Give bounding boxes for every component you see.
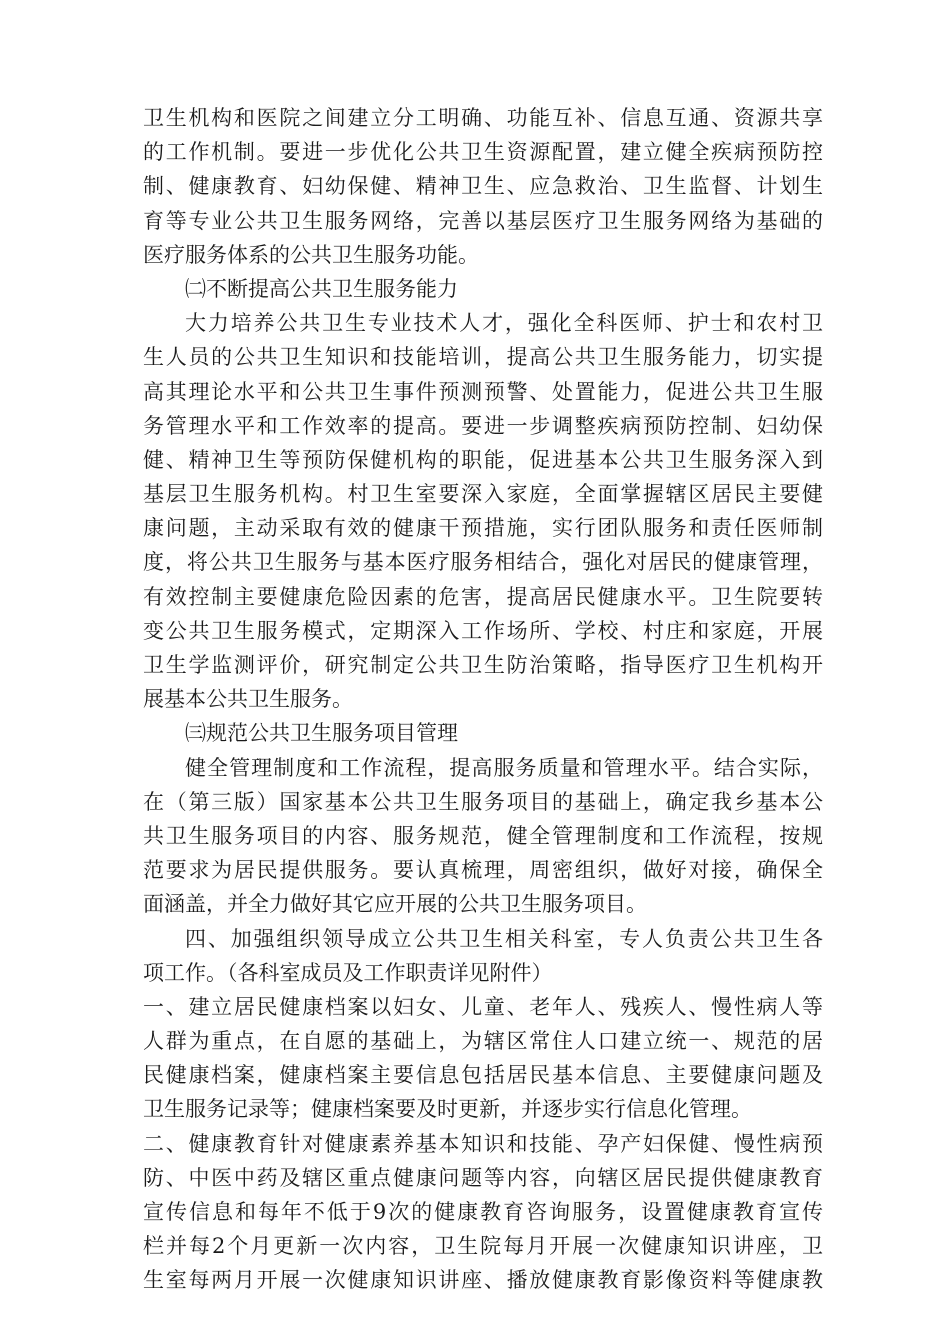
text-line: 有效控制主要健康危险因素的危害，提高居民健康水平。卫生院要转 (143, 584, 823, 609)
document-page (143, 101, 823, 1298)
text-line: 共卫生服务项目的内容、服务规范，健全管理制度和工作流程，按规 (143, 823, 823, 848)
text-line: 民健康档案，健康档案主要信息包括居民基本信息、主要健康问题及 (143, 1063, 823, 1088)
section-heading: ㈡不断提高公共卫生服务能力 (185, 276, 458, 301)
text-line: 栏并每2个月更新一次内容，卫生院每月开展一次健康知识讲座，卫 (143, 1234, 823, 1259)
text-line: 基层卫生服务机构。村卫生室要深入家庭，全面掌握辖区居民主要健 (143, 482, 823, 507)
text-line: 卫生服务记录等；健康档案要及时更新，并逐步实行信息化管理。 (143, 1097, 752, 1122)
text-line: 项工作。（各科室成员及工作职责详见附件） (143, 960, 553, 985)
text-line: 健、精神卫生等预防保健机构的职能，促进基本公共卫生服务深入到 (143, 447, 823, 472)
text-line: 务管理水平和工作效率的提高。要进一步调整疾病预防控制、妇幼保 (143, 413, 823, 438)
text-line: 防、中医中药及辖区重点健康问题等内容，向辖区居民提供健康教育 (143, 1165, 823, 1190)
text-line: 卫生机构和医院之间建立分工明确、功能互补、信息互通、资源共享 (143, 106, 823, 130)
text-line: 大力培养公共卫生专业技术人才，强化全科医师、护士和农村卫 (185, 311, 823, 336)
text-line: 变公共卫生服务模式，定期深入工作场所、学校、村庄和家庭，开展 (143, 618, 823, 643)
text-line: 健全管理制度和工作流程，提高服务质量和管理水平。结合实际， (185, 755, 823, 780)
text-line: 高其理论水平和公共卫生事件预测预警、处置能力，促进公共卫生服 (143, 379, 823, 404)
text-line: 制、健康教育、妇幼保健、精神卫生、应急救治、卫生监督、计划生 (143, 174, 823, 199)
text-line: 人群为重点，在自愿的基础上，为辖区常住人口建立统一、规范的居 (143, 1029, 823, 1054)
text-line: 展基本公共卫生服务。 (143, 687, 353, 712)
text-line: 医疗服务体系的公共卫生服务功能。 (143, 242, 479, 267)
text-line: 二、健康教育针对健康素养基本知识和技能、孕产妇保健、慢性病预 (143, 1131, 823, 1156)
text-line: 面涵盖，并全力做好其它应开展的公共卫生服务项目。 (143, 892, 647, 917)
text-line: 卫生学监测评价，研究制定公共卫生防治策略，指导医疗卫生机构开 (143, 653, 823, 677)
section-heading: 四、加强组织领导成立公共卫生相关科室，专人负责公共卫生各 (185, 926, 823, 951)
text-line: 的工作机制。要进一步优化公共卫生资源配置，建立健全疾病预防控 (143, 140, 823, 165)
text-line: 康问题，主动采取有效的健康干预措施，实行团队服务和责任医师制 (143, 516, 823, 541)
text-line: 生人员的公共卫生知识和技能培训，提高公共卫生服务能力，切实提 (143, 345, 823, 370)
text-line: 度，将公共卫生服务与基本医疗服务相结合，强化对居民的健康管理， (143, 550, 823, 575)
text-line: 范要求为居民提供服务。要认真梳理，周密组织，做好对接，确保全 (143, 858, 823, 883)
text-line: 育等专业公共卫生服务网络，完善以基层医疗卫生服务网络为基础的 (143, 208, 823, 233)
text-line: 在（第三版）国家基本公共卫生服务项目的基础上，确定我乡基本公 (143, 789, 823, 814)
section-heading: ㈢规范公共卫生服务项目管理 (185, 721, 458, 746)
text-line: 宣传信息和每年不低于9次的健康教育咨询服务，设置健康教育宣传 (143, 1200, 823, 1224)
text-line: 一、建立居民健康档案以妇女、儿童、老年人、残疾人、慢性病人等 (143, 994, 823, 1019)
text-line: 生室每两月开展一次健康知识讲座、播放健康教育影像资料等健康教 (143, 1268, 823, 1293)
